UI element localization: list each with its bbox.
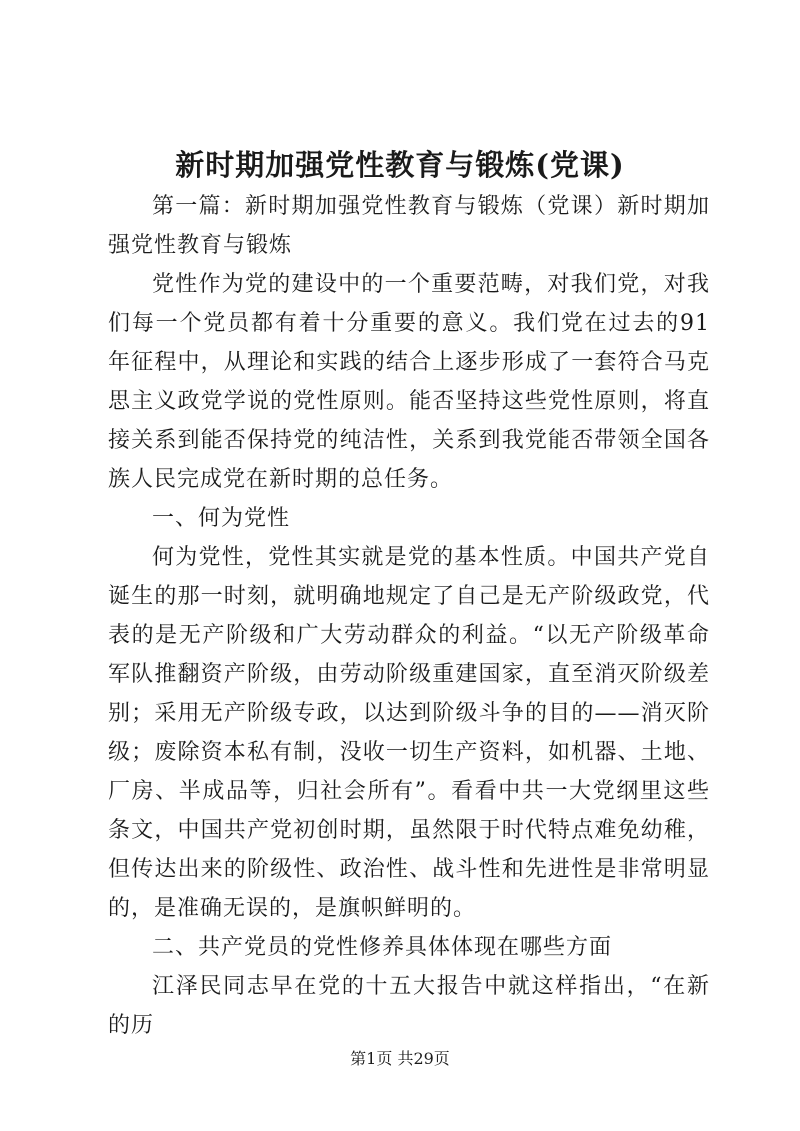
- document-title: 新时期加强党性教育与锻炼(党课): [175, 148, 625, 182]
- paragraph-overview: 党性作为党的建设中的一个重要范畴，对我们党，对我们每一个党员都有着十分重要的意义。我们党在过去的91年征程中，从理论和实践的结合上逐步形成了一套符合马克思主义政党学说的党性原则。能否坚持这些党性原则，将直接关系到能否保持党的纯洁性，关系到我党能否带领全国各族人民完成党在新时期的总任务。: [108, 272, 710, 492]
- section-heading-1: 一、何为党性: [152, 506, 291, 531]
- document-body: [108, 187, 710, 1045]
- paragraph-intro-heading: 第一篇：新时期加强党性教育与锻炼（党课）新时期加强党性教育与锻炼: [108, 194, 710, 258]
- paragraph-section-2: 江泽民同志早在党的十五大报告中就这样指出，“在新的历: [108, 974, 710, 1038]
- page-number-footer: 第1页 共29页: [350, 1049, 450, 1068]
- paragraph-section-1: 何为党性，党性其实就是党的基本性质。中国共产党自诞生的那一时刻，就明确地规定了自己是无产阶级政党，代表的是无产阶级和广大劳动群众的利益。“以无产阶级革命军队推翻资产阶级，由劳动阶级重建国家，直至消灭阶级差别；采用无产阶级专政，以达到阶级斗争的目的——消灭阶级；废除资本私有制，没收一切生产资料，如机器、土地、厂房、半成品等，归社会所有”。看看中共一大党纲里这些条文，中国共产党初创时期，虽然限于时代特点难免幼稚，但传达出来的阶级性、政治性、战斗性和先进性是非常明显的，是准确无误的，是旗帜鲜明的。: [108, 545, 710, 921]
- section-heading-2: 二、共产党员的党性修养具体体现在哪些方面: [152, 935, 613, 960]
